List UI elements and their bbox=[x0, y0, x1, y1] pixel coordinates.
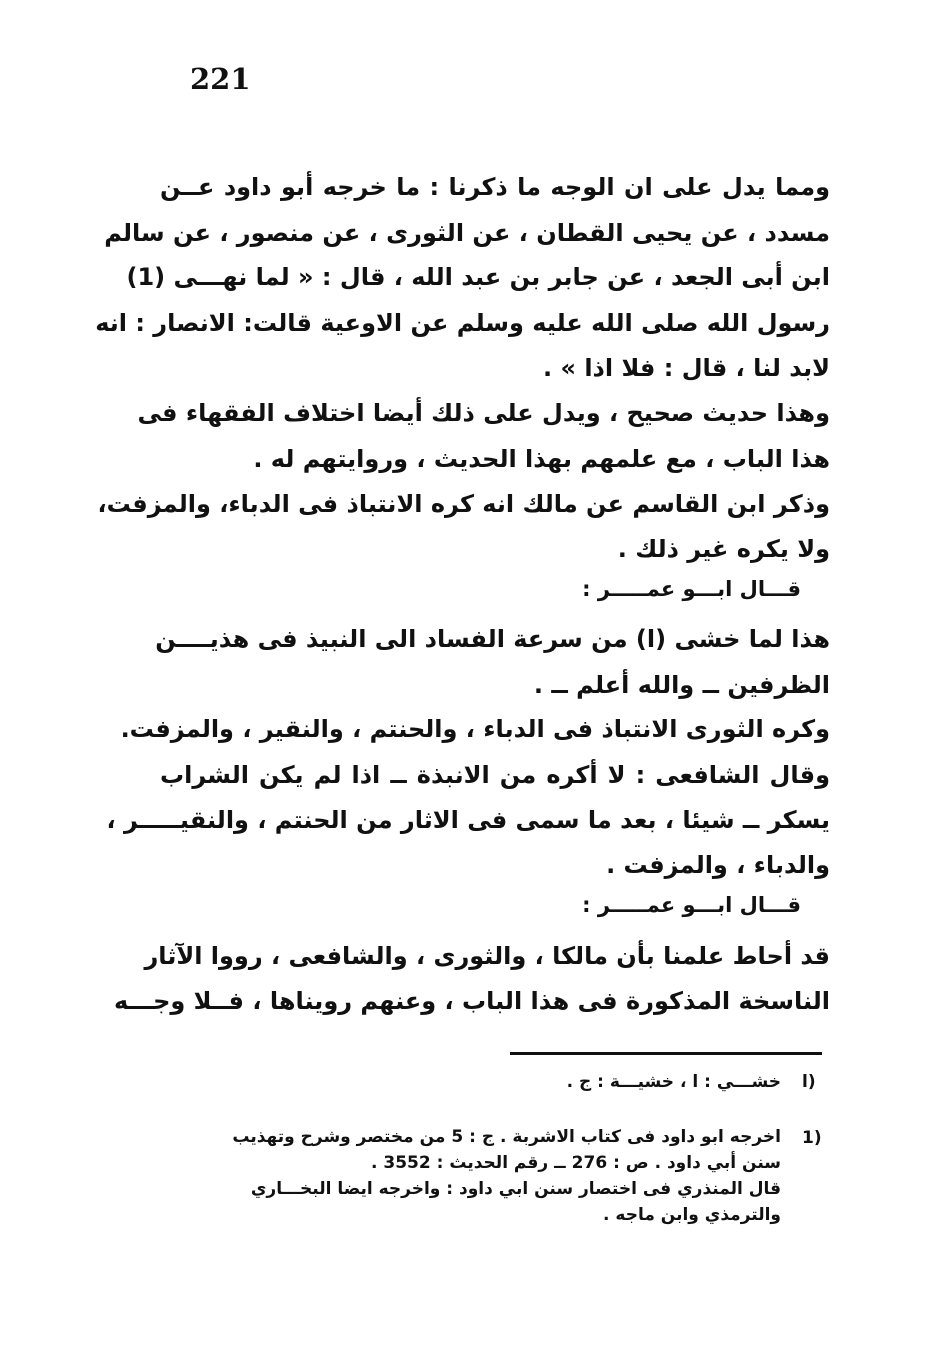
section-heading-1: قـــال ابـــو عمـــــر : bbox=[582, 577, 801, 601]
paragraph-7-line-1: قد أحاط علمنا بأن مالكا ، والثورى ، والشافعى ، رووا الآثار bbox=[144, 942, 830, 970]
paragraph-4-line-2: الظرفين ــ والله أعلم ــ . bbox=[533, 671, 830, 699]
paragraph-4-line-1: هذا لما خشى (ا) من سرعة الفساد الى النبيذ فى هذيــــن bbox=[155, 625, 830, 653]
paragraph-1-line-5: لابد لنا ، قال : فلا اذا » . bbox=[542, 354, 830, 382]
paragraph-1-line-4: رسول الله صلى الله عليه وسلم عن الاوعية قالت: الانصار : انه bbox=[95, 309, 830, 337]
paragraph-1-line-1: ومما يدل على ان الوجه ما ذكرنا : ما خرجه أبو داود عــن bbox=[160, 173, 830, 201]
footnote-a-text: خشـــي : ا ، خشيـــة : ج . bbox=[566, 1072, 781, 1092]
paragraph-6-line-2: يسكر ــ شيئا ، بعد ما سمى فى الاثار من الحنتم ، والنقيـــــر ، bbox=[106, 806, 830, 834]
paragraph-7-line-2: الناسخة المذكورة فى هذا الباب ، وعنهم رويناها ، فــلا وجـــه bbox=[113, 987, 830, 1015]
footnote-a-marker: ا) bbox=[802, 1072, 816, 1092]
paragraph-6-line-1: وقال الشافعى : لا أكره من الانبذة ــ اذا لم يكن الشراب bbox=[160, 761, 830, 789]
section-heading-2: قـــال ابـــو عمـــــر : bbox=[582, 893, 801, 917]
paragraph-1-line-2: مسدد ، عن يحيى القطان ، عن الثورى ، عن منصور ، عن سالم bbox=[104, 219, 830, 247]
footnote-1-line-3: قال المنذري فى اختصار سنن ابي داود : واخرجه ايضا البخـــاري bbox=[250, 1179, 781, 1199]
paragraph-3-line-1: وذكر ابن القاسم عن مالك انه كره الانتباذ فى الدباء، والمزفت، bbox=[97, 490, 830, 518]
footnote-divider bbox=[510, 1052, 822, 1055]
footnote-1-line-2: سنن أبي داود . ص : 276 ــ رقم الحديث : 3552 . bbox=[371, 1153, 781, 1173]
footnote-1-marker: 1) bbox=[802, 1128, 822, 1148]
footnote-1-line-4: والترمذي وابن ماجه . bbox=[603, 1205, 781, 1225]
paragraph-1-line-3: ابن أبى الجعد ، عن جابر بن عبد الله ، قال : « لما نهـــى (1) bbox=[126, 263, 830, 291]
footnote-1-line-1: اخرجه ابو داود فى كتاب الاشربة . ج : 5 من مختصر وشرح وتهذيب bbox=[232, 1127, 781, 1147]
paragraph-6-line-3: والدباء ، والمزفت . bbox=[606, 851, 830, 879]
page-number: 221 bbox=[190, 62, 251, 96]
paragraph-3-line-2: ولا يكره غير ذلك . bbox=[617, 535, 830, 563]
paragraph-5-line-1: وكره الثورى الانتباذ فى الدباء ، والحنتم ، والنقير ، والمزفت. bbox=[120, 715, 830, 743]
paragraph-2-line-2: هذا الباب ، مع علمهم بهذا الحديث ، وروايتهم له . bbox=[253, 445, 830, 473]
paragraph-2-line-1: وهذا حديث صحيح ، ويدل على ذلك أيضا اختلاف الفقهاء فى bbox=[137, 399, 830, 427]
